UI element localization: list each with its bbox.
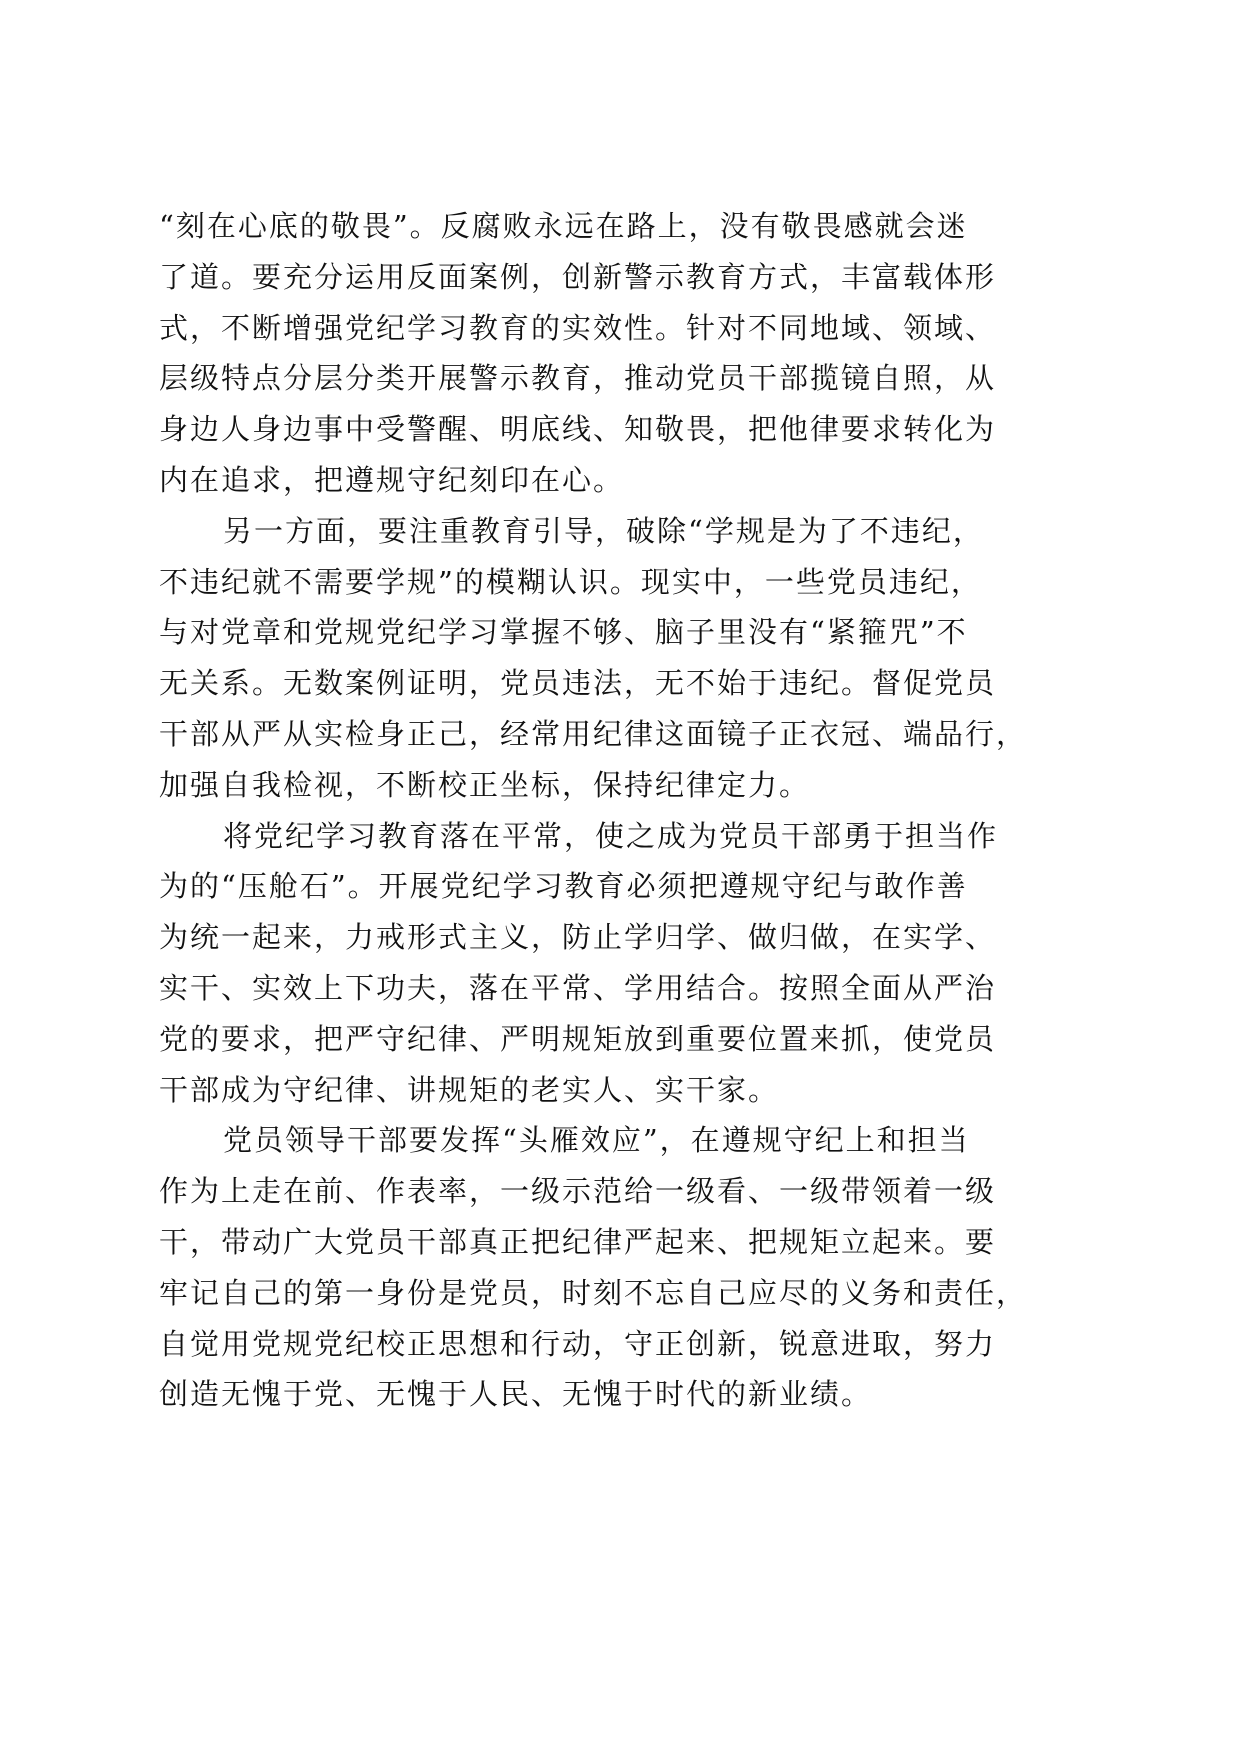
paragraph-2-line-3: 与对党章和党规党纪学习掌握不够、脑子里没有“紧箍咒”不 <box>159 615 968 650</box>
paragraph-4 <box>159 1115 1079 1420</box>
paragraph-1-line-2: 了道。要充分运用反面案例，创新警示教育方式，丰富载体形 <box>159 259 997 294</box>
paragraph-3 <box>159 811 1079 1116</box>
document-body <box>159 201 1079 1420</box>
paragraph-3-line-2: 为的“压舱石”。开展党纪学习教育必须把遵规守纪与敢作善 <box>159 869 968 904</box>
paragraph-1 <box>159 201 1079 506</box>
paragraph-4-line-2: 作为上走在前、作表率，一级示范给一级看、一级带领着一级 <box>159 1174 997 1209</box>
paragraph-2-line-6: 加强自我检视，不断校正坐标，保持纪律定力。 <box>159 767 811 802</box>
paragraph-3-line-6: 干部成为守纪律、讲规矩的老实人、实干家。 <box>159 1072 780 1107</box>
paragraph-3-line-3: 为统一起来，力戒形式主义，防止学归学、做归做，在实学、 <box>159 920 997 955</box>
paragraph-1-line-1: “刻在心底的敬畏”。反腐败永远在路上，没有敬畏感就会迷 <box>159 209 968 243</box>
paragraph-2-line-5: 干部从严从实检身正己，经常用纪律这面镜子正衣冠、端品行， <box>159 716 1028 751</box>
paragraph-3-line-4: 实干、实效上下功夫，落在平常、学用结合。按照全面从严治 <box>159 970 997 1005</box>
paragraph-3-line-1: 将党纪学习教育落在平常，使之成为党员干部勇于担当作 <box>223 818 999 853</box>
paragraph-3-line-5: 党的要求，把严守纪律、严明规矩放到重要位置来抓，使党员 <box>159 1021 997 1056</box>
paragraph-2-line-4: 无关系。无数案例证明，党员违法，无不始于违纪。督促党员 <box>159 666 997 701</box>
paragraph-1-line-5: 身边人身边事中受警醒、明底线、知敬畏，把他律要求转化为 <box>159 412 997 447</box>
paragraph-1-line-6: 内在追求，把遵规守纪刻印在心。 <box>159 462 625 497</box>
paragraph-4-line-1: 党员领导干部要发挥“头雁效应”，在遵规守纪上和担当 <box>223 1123 970 1158</box>
paragraph-4-line-5: 自觉用党规党纪校正思想和行动，守正创新，锐意进取，努力 <box>159 1326 997 1361</box>
paragraph-4-line-4: 牢记自己的第一身份是党员，时刻不忘自己应尽的义务和责任， <box>159 1275 1028 1310</box>
paragraph-2-line-1: 另一方面，要注重教育引导，破除“学规是为了不违纪， <box>223 513 984 548</box>
paragraph-2-line-2: 不违纪就不需要学规”的模糊认识。现实中，一些党员违纪， <box>159 564 982 599</box>
paragraph-1-line-4: 层级特点分层分类开展警示教育，推动党员干部揽镜自照，从 <box>159 361 997 396</box>
paragraph-4-line-3: 干，带动广大党员干部真正把纪律严起来、把规矩立起来。要 <box>159 1224 997 1259</box>
paragraph-4-line-6: 创造无愧于党、无愧于人民、无愧于时代的新业绩。 <box>159 1377 873 1412</box>
paragraph-2 <box>159 506 1079 811</box>
paragraph-1-line-3: 式，不断增强党纪学习教育的实效性。针对不同地域、领域、 <box>159 310 997 345</box>
